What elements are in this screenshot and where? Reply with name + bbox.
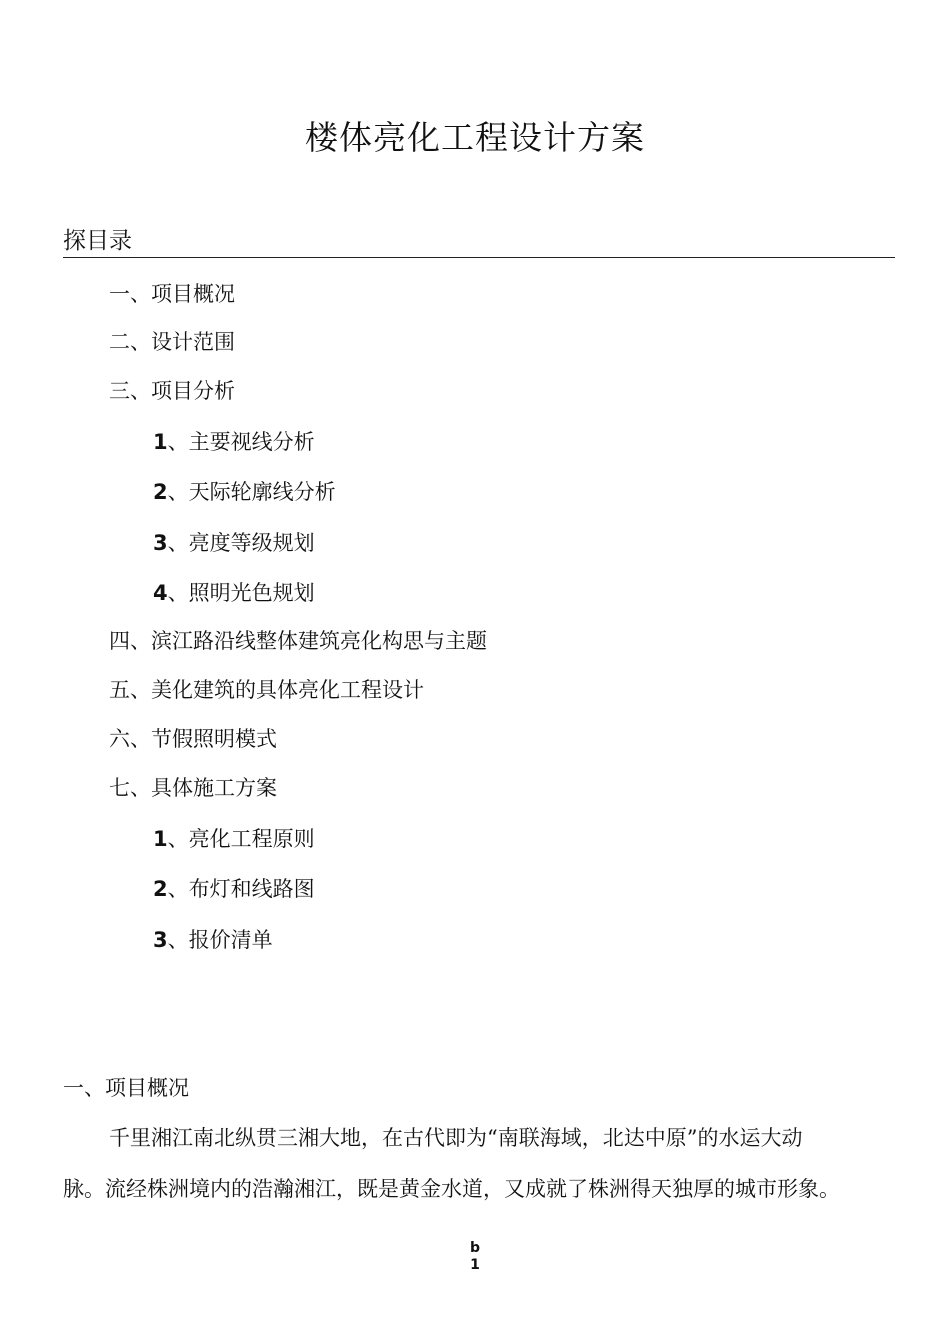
footer-mark: b: [469, 1240, 481, 1256]
section-heading: 一、项目概况: [63, 1076, 189, 1100]
paragraph-line: 脉。流经株洲境内的浩瀚湘江，既是黄金水道，又成就了株洲得天独厚的城市形象。: [63, 1177, 840, 1201]
document-title: 楼体亮化工程设计方案: [305, 118, 645, 157]
toc-item: 2、天际轮廓线分析: [153, 480, 336, 504]
toc-item: 3、报价清单: [153, 928, 273, 952]
paragraph-line: 千里湘江南北纵贯三湘大地，在古代即为“南联海域，北达中原”的水运大动: [109, 1126, 803, 1150]
toc-item: 一、项目概况: [109, 282, 235, 306]
toc-item: 七、具体施工方案: [109, 776, 277, 800]
toc-item: 2、布灯和线路图: [153, 877, 315, 901]
toc-item: 3、亮度等级规划: [153, 531, 315, 555]
toc-item: 五、美化建筑的具体亮化工程设计: [109, 678, 424, 702]
toc-heading: 探目录: [63, 226, 895, 258]
toc-item: 四、滨江路沿线整体建筑亮化构思与主题: [109, 629, 487, 653]
toc-item: 二、设计范围: [109, 330, 235, 354]
toc-item: 1、主要视线分析: [153, 430, 315, 454]
page-number: 1: [470, 1257, 480, 1273]
toc-item: 4、照明光色规划: [153, 581, 315, 605]
toc-item: 1、亮化工程原则: [153, 827, 315, 851]
toc-item: 六、节假照明模式: [109, 727, 277, 751]
toc-item: 三、项目分析: [109, 379, 235, 403]
